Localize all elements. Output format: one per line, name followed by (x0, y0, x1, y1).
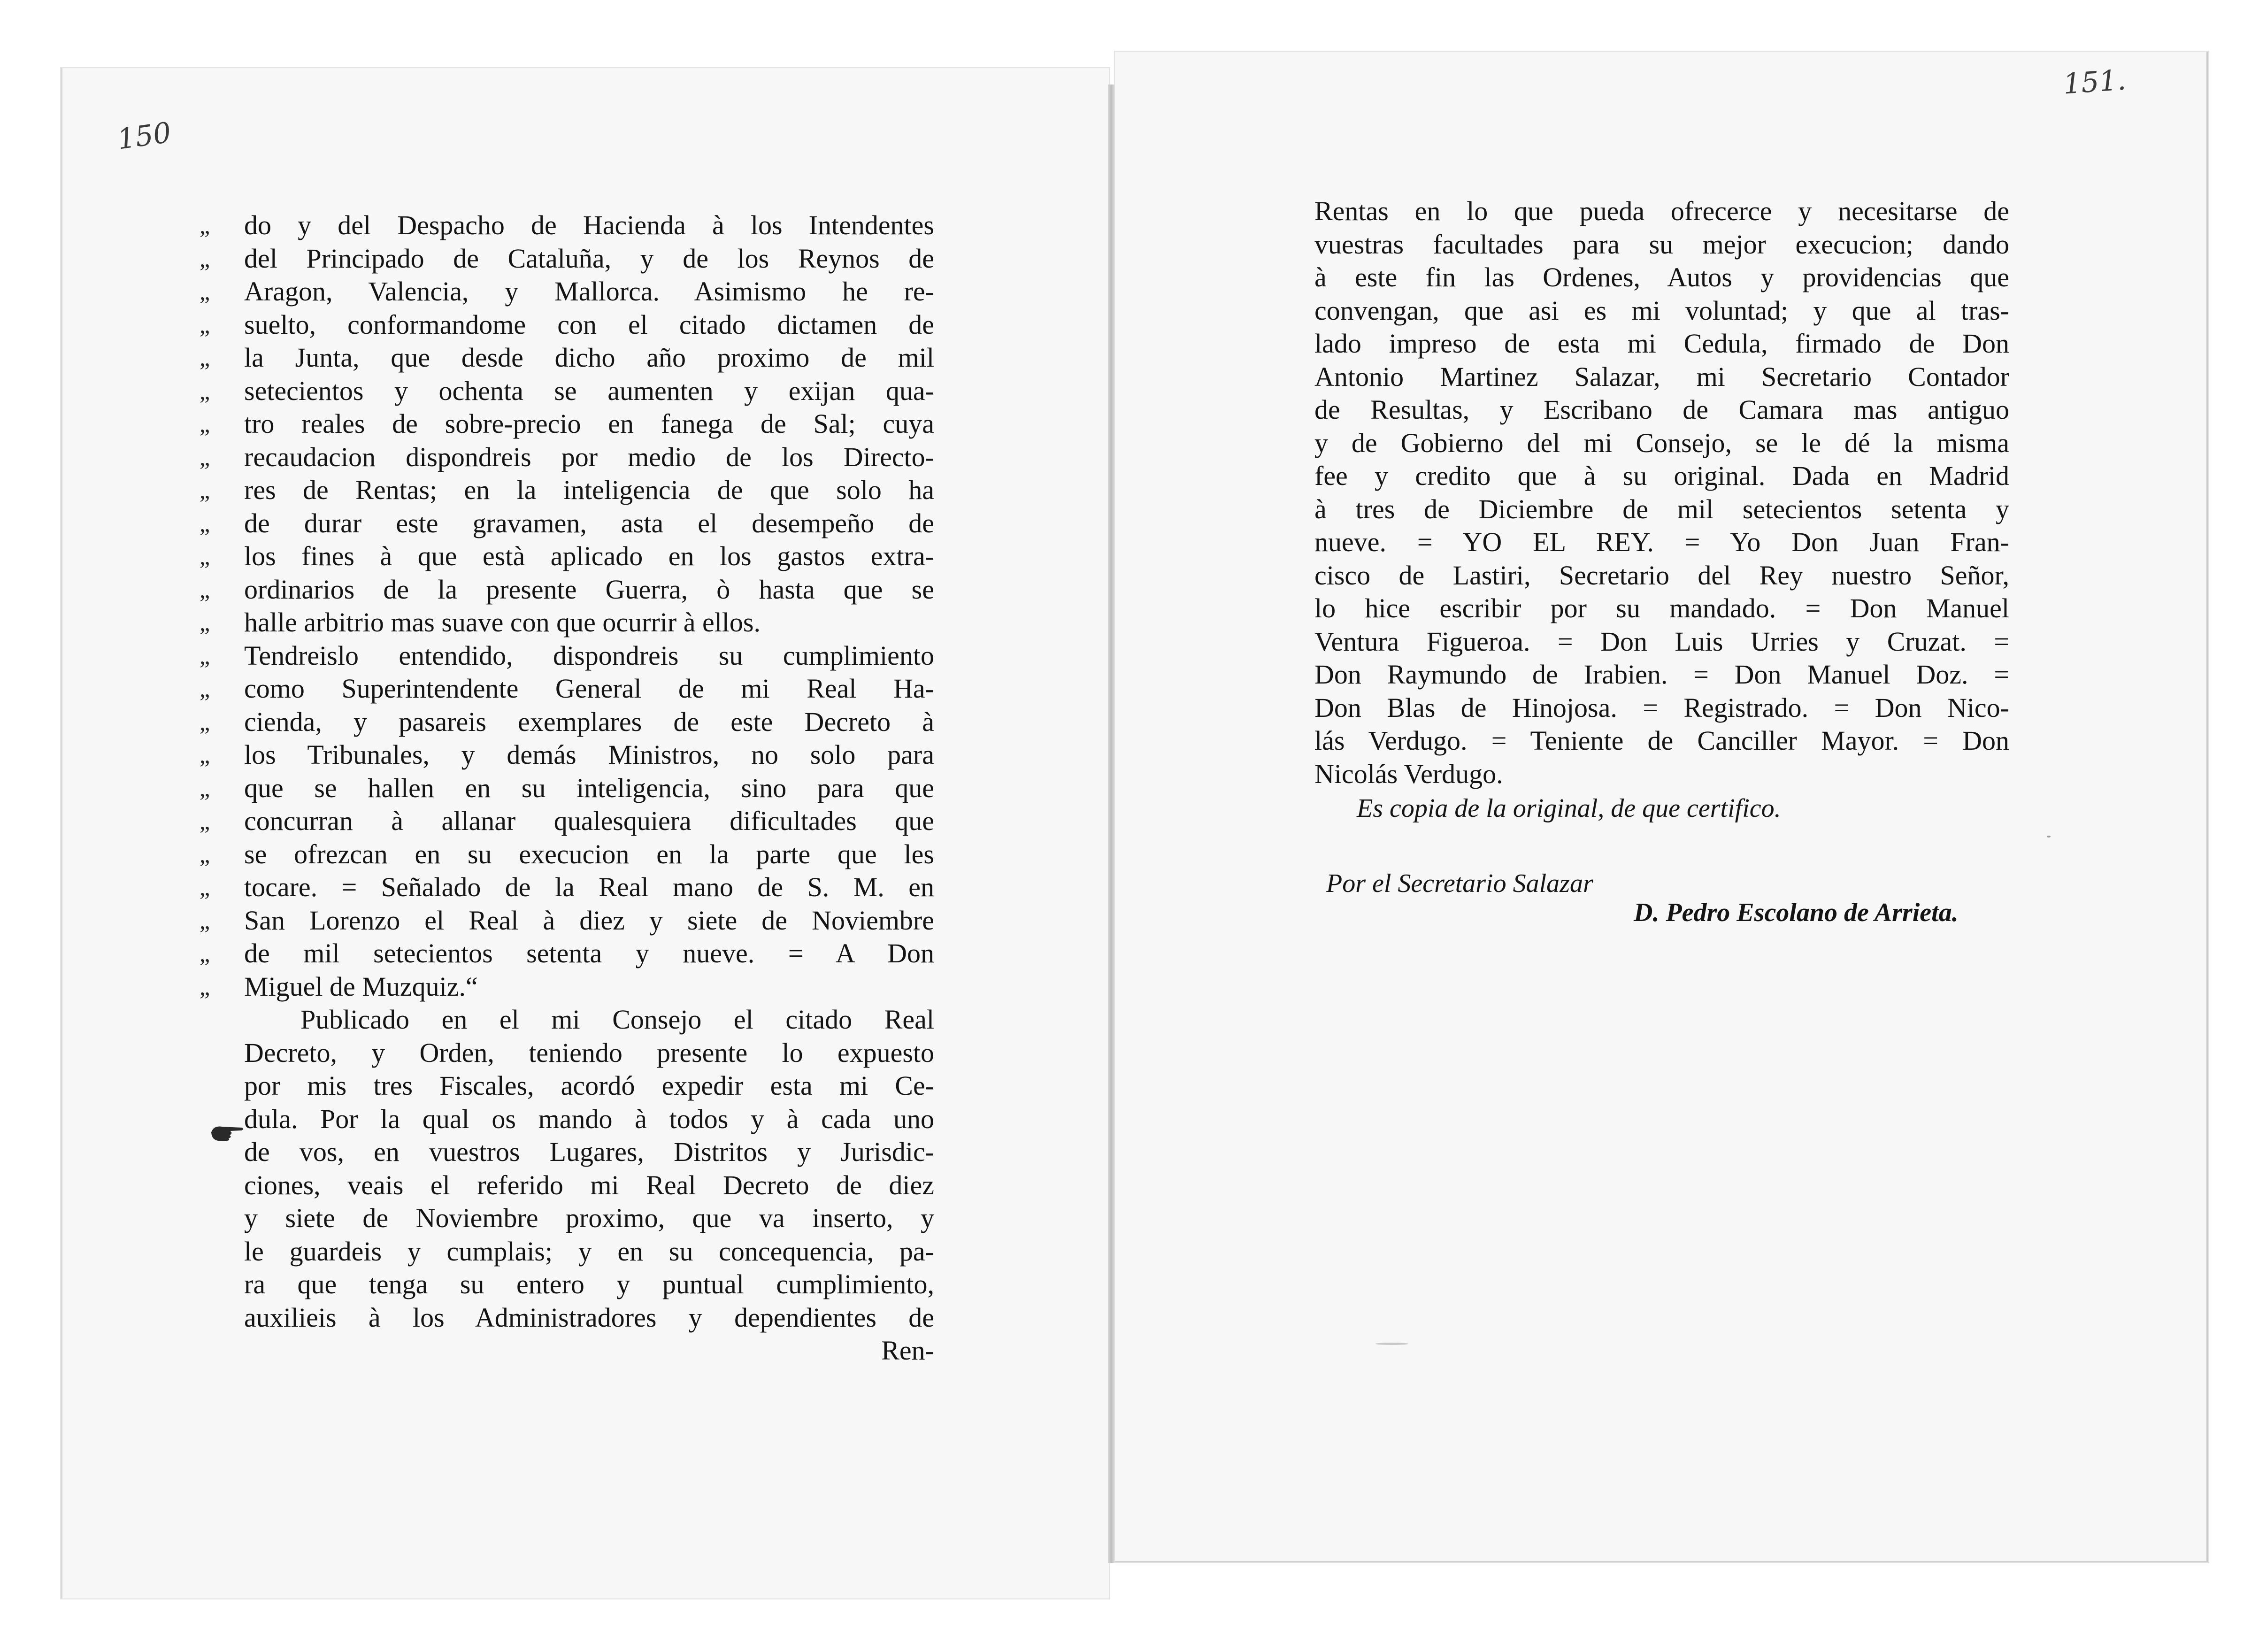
quoted-text-line (200, 573, 934, 607)
quoted-text-line (200, 871, 934, 904)
paper-speck (2047, 836, 2051, 838)
body-text-line: Decreto, y Orden, teniendo presente lo expuesto (244, 1037, 934, 1068)
quote-mark: „ (200, 907, 210, 934)
body-text-line: dula. Por la qual os mando à todos y à cada uno (244, 1103, 934, 1134)
line-text: concurran à allanar qualesquiera dificultades que (244, 806, 934, 836)
quoted-text-line (200, 275, 934, 308)
quote-mark: „ (200, 377, 210, 404)
quote-mark: „ (200, 808, 210, 834)
body-text-line: lo hice escribir por su mandado. = Don Manuel (1314, 593, 2009, 623)
quoted-text-line (200, 970, 934, 1004)
quote-mark: „ (200, 411, 210, 437)
line-text: los fines à que està aplicado en los gastos extra- (244, 541, 934, 571)
quote-mark: „ (200, 841, 210, 868)
quoted-text-line (200, 407, 934, 441)
line-text: Miguel de Muzquiz.“ (244, 971, 478, 1002)
line-text: Aragon, Valencia, y Mallorca. Asimismo he re- (244, 276, 934, 307)
body-text-line: vuestras facultades para su mejor execucion; dando (1314, 229, 2009, 260)
quote-mark: „ (200, 311, 210, 338)
quote-mark: „ (200, 775, 210, 801)
quoted-text-line (200, 672, 934, 706)
quoted-text-line (200, 838, 934, 871)
line-text: de mil setecientos setenta y nueve. = A Don (244, 938, 934, 968)
quote-mark: „ (200, 973, 210, 1000)
body-text-line: ra que tenga su entero y puntual cumplimiento, (244, 1269, 934, 1299)
folio-number-left: 150 (115, 116, 173, 156)
quote-mark: „ (200, 742, 210, 768)
quoted-text-line (200, 738, 934, 772)
catchword: Ren- (881, 1335, 934, 1366)
line-text: como Superintendente General de mi Real Ha- (244, 673, 934, 704)
line-text: la Junta, que desde dicho año proximo de mil (244, 342, 934, 373)
quoted-text-line (200, 441, 934, 474)
line-text: tocare. = Señalado de la Real mano de S. M. en (244, 872, 934, 902)
quoted-text-line (200, 805, 934, 838)
quote-mark: „ (200, 345, 210, 371)
body-text-line: por mis tres Fiscales, acordó expedir esta mi Ce- (244, 1070, 934, 1101)
certification-line: Es copia de la original, de que certifico. (1357, 794, 1781, 823)
body-text-line: lás Verdugo. = Teniente de Canciller Mayor. = Don (1314, 725, 2009, 756)
body-text-line: à este fin las Ordenes, Autos y providencias que (1314, 262, 2009, 292)
quote-mark: „ (200, 676, 210, 702)
signature-prefix: Por el Secretario Salazar (1326, 869, 1593, 898)
line-text: Tendreislo entendido, dispondreis su cumplimiento (244, 640, 934, 671)
line-text: se ofrezcan en su execucion en la parte que les (244, 838, 934, 869)
quoted-text-line (200, 540, 934, 573)
paper-speck (1375, 1343, 1408, 1345)
line-text: do y del Despacho de Hacienda à los Intendentes (244, 210, 934, 240)
right-page-text (1314, 195, 2009, 791)
quoted-text-line (200, 341, 934, 375)
quoted-text-line (200, 937, 934, 970)
quote-mark: „ (200, 940, 210, 967)
left-page-text (200, 209, 934, 1368)
body-text-line: Don Raymundo de Irabien. = Don Manuel Doz. = (1314, 659, 2009, 690)
body-text-line: ciones, veais el referido mi Real Decreto de diez (244, 1169, 934, 1200)
quoted-text-line (200, 308, 934, 342)
quote-mark: „ (200, 477, 210, 503)
quoted-text-line (200, 242, 934, 276)
quote-mark: „ (200, 642, 210, 669)
body-text-line: Antonio Martinez Salazar, mi Secretario Contador (1314, 361, 2009, 392)
quoted-text-line (200, 904, 934, 937)
quote-mark: „ (200, 609, 210, 636)
quote-mark: „ (200, 543, 210, 569)
quoted-text-line (200, 606, 934, 639)
body-text-line: le guardeis y cumplais; y en su concequencia, pa- (244, 1236, 934, 1267)
body-text-line: Publicado en el mi Consejo el citado Real (300, 1004, 934, 1035)
quote-mark: „ (200, 708, 210, 735)
line-text: de durar este gravamen, asta el desempeño de (244, 507, 934, 538)
body-text-line: Don Blas de Hinojosa. = Registrado. = Don Nico- (1314, 692, 2009, 723)
body-text-line: auxilieis à los Administradores y dependientes de (244, 1302, 934, 1333)
book-gutter (1108, 85, 1114, 1563)
line-text: res de Rentas; en la inteligencia de que solo ha (244, 475, 934, 505)
line-text: setecientos y ochenta se aumenten y exijan qua- (244, 375, 934, 406)
quote-mark: „ (200, 874, 210, 900)
quoted-text-line (200, 772, 934, 805)
quote-mark: „ (200, 444, 210, 470)
body-text-line: lado impreso de esta mi Cedula, firmado de Don (1314, 328, 2009, 359)
line-text: tro reales de sobre-precio en fanega de Sal; cuya (244, 408, 934, 439)
quote-mark: „ (200, 245, 210, 272)
body-text-line: à tres de Diciembre de mil setecientos setenta y (1314, 493, 2009, 524)
line-text: San Lorenzo el Real à diez y siete de Noviembre (244, 905, 934, 936)
line-text: del Principado de Cataluña, y de los Reynos de (244, 243, 934, 274)
quoted-text-line (200, 474, 934, 507)
body-text-line: y siete de Noviembre proximo, que va inserto, y (244, 1203, 934, 1233)
body-text-line: cisco de Lastiri, Secretario del Rey nuestro Señor, (1314, 560, 2009, 591)
body-text-line: convengan, que asi es mi voluntad; y que al tras- (1314, 295, 2009, 326)
body-text-line: Nicolás Verdugo. (1314, 758, 1503, 789)
quoted-text-line (200, 209, 934, 242)
body-text-line: Rentas en lo que pueda ofrecerce y necesitarse de (1314, 196, 2009, 226)
quote-mark: „ (200, 212, 210, 238)
line-text: los Tribunales, y demás Ministros, no solo para (244, 739, 934, 770)
line-text: halle arbitrio mas suave con que ocurrir à ellos. (244, 607, 761, 638)
line-text: recaudacion dispondreis por medio de los Directo- (244, 441, 934, 472)
line-text: cienda, y pasareis exemplares de este Decreto à (244, 706, 934, 737)
quote-mark: „ (200, 576, 210, 603)
body-text-line: de Resultas, y Escribano de Camara mas antiguo (1314, 394, 2009, 425)
quoted-text-line (200, 706, 934, 739)
folio-number-right: 151. (2062, 63, 2127, 101)
line-text: que se hallen en su inteligencia, sino para que (244, 772, 934, 803)
quoted-text-line (200, 639, 934, 673)
line-text: suelto, conformandome con el citado dictamen de (244, 309, 934, 340)
quoted-text-line (200, 375, 934, 408)
quote-mark: „ (200, 278, 210, 305)
quoted-text-line (200, 507, 934, 540)
signature-name: D. Pedro Escolano de Arrieta. (1634, 898, 1959, 927)
pointing-hand-icon (209, 1118, 246, 1146)
line-text: ordinarios de la presente Guerra, ò hasta que se (244, 574, 934, 605)
quote-mark: „ (200, 510, 210, 537)
body-text-line: Ventura Figueroa. = Don Luis Urries y Cruzat. = (1314, 626, 2009, 657)
body-text-line: de vos, en vuestros Lugares, Distritos y Jurisdic- (244, 1137, 934, 1167)
body-text-line: y de Gobierno del mi Consejo, se le dé la misma (1314, 427, 2009, 458)
body-text-line: nueve. = YO EL REY. = Yo Don Juan Fran- (1314, 527, 2009, 557)
body-text-line: fee y credito que à su original. Dada en Madrid (1314, 461, 2009, 491)
